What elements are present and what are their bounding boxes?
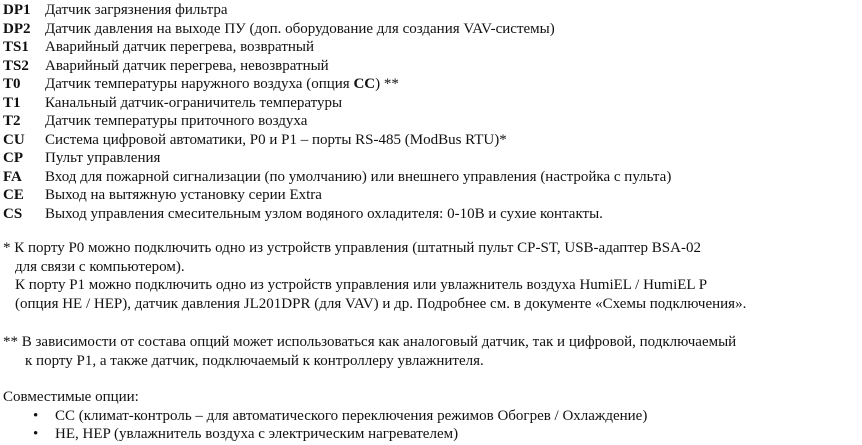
bullet-icon: • — [33, 407, 39, 424]
footnote-line: К порту Р1 можно подключить одно из устройств управления или увлажнитель воздуха HumiEL / HumiEL P — [15, 277, 708, 293]
footnote-line: ** В зависимости от состава опций может использоваться как аналоговый датчик, так и цифровой, подключаемый — [3, 334, 737, 350]
legend-code: CP — [3, 150, 23, 166]
legend-desc: Вход для пожарной сигнализации (по умолчанию) или внешнего управления (настройка с пульта) — [45, 168, 672, 185]
legend-list — [3, 1, 671, 223]
legend-desc: Датчик загрязнения фильтра — [45, 2, 228, 18]
options-list-item — [3, 407, 647, 426]
footnote-line: (опция HE / HEP), датчик давления JL201DPR (для VAV) и др. Подробнее см. в документе «Схемы подключения». — [15, 295, 747, 312]
footnote-line: к порту Р1, а также датчик, подключаемый к контроллеру увлажнителя. — [25, 352, 484, 369]
options-heading: Совместимые опции: — [3, 389, 139, 405]
legend-code: CE — [3, 187, 24, 203]
legend-desc: Система цифровой автоматики, Р0 и Р1 – порты RS-485 (ModBus RTU)* — [45, 131, 507, 148]
legend-desc — [45, 75, 671, 94]
legend-code: FA — [3, 168, 22, 185]
legend-desc: Выход управления смесительным узлом водяного охладителя: 0-10В и сухие контакты. — [45, 205, 603, 222]
legend-code: T1 — [3, 94, 21, 111]
legend-desc: Датчик температуры приточного воздуха — [45, 113, 308, 129]
legend-row-dp1 — [3, 1, 671, 20]
options-list-item — [3, 425, 647, 444]
legend-code: T0 — [3, 76, 21, 92]
legend-row-ce — [3, 186, 671, 205]
legend-code: TS1 — [3, 39, 29, 55]
footnote-double-asterisk — [3, 333, 736, 370]
option-text: CC (климат-контроль – для автоматического переключения режимов Обогрев / Охлаждение) — [55, 407, 648, 424]
legend-desc: Аварийный датчик перегрева, невозвратный — [45, 57, 329, 74]
bullet-icon: • — [33, 426, 39, 442]
legend-desc: Аварийный датчик перегрева, возвратный — [45, 39, 315, 55]
legend-desc-pre: Датчик температуры наружного воздуха (опция — [45, 76, 354, 92]
legend-desc-bold: CC — [353, 76, 376, 92]
legend-code: CS — [3, 205, 23, 222]
legend-row-t0 — [3, 75, 671, 94]
legend-row-fa — [3, 168, 671, 187]
legend-code: TS2 — [3, 57, 29, 74]
compatible-options — [3, 388, 647, 444]
legend-desc: Выход на вытяжную установку серии Extra — [45, 187, 322, 203]
legend-desc: Датчик давления на выходе ПУ (доп. оборудование для создания VAV-системы) — [45, 20, 555, 37]
legend-code: T2 — [3, 113, 21, 129]
legend-desc-post: ) ** — [375, 76, 399, 92]
legend-code: DP2 — [3, 20, 31, 37]
legend-desc: Канальный датчик-ограничитель температуры — [45, 94, 343, 111]
legend-row-cp — [3, 149, 671, 168]
legend-desc: Пульт управления — [45, 150, 161, 166]
footnote-line: * К порту Р0 можно подключить одно из устройств управления (штатный пульт СР-ST, USB-адаптер BSA-02 — [3, 240, 701, 256]
footnote-single-asterisk — [3, 239, 746, 313]
footnote-line: для связи с компьютером). — [15, 258, 185, 275]
legend-code: DP1 — [3, 2, 31, 18]
legend-row-cu — [3, 131, 671, 150]
legend-row-t1 — [3, 94, 671, 113]
legend-row-cs — [3, 205, 671, 224]
legend-code: CU — [3, 131, 25, 148]
legend-row-ts2 — [3, 57, 671, 76]
option-text: HE, HEP (увлажнитель воздуха с электрическим нагревателем) — [55, 426, 459, 442]
legend-row-dp2 — [3, 20, 671, 39]
legend-row-ts1 — [3, 38, 671, 57]
legend-row-t2 — [3, 112, 671, 131]
